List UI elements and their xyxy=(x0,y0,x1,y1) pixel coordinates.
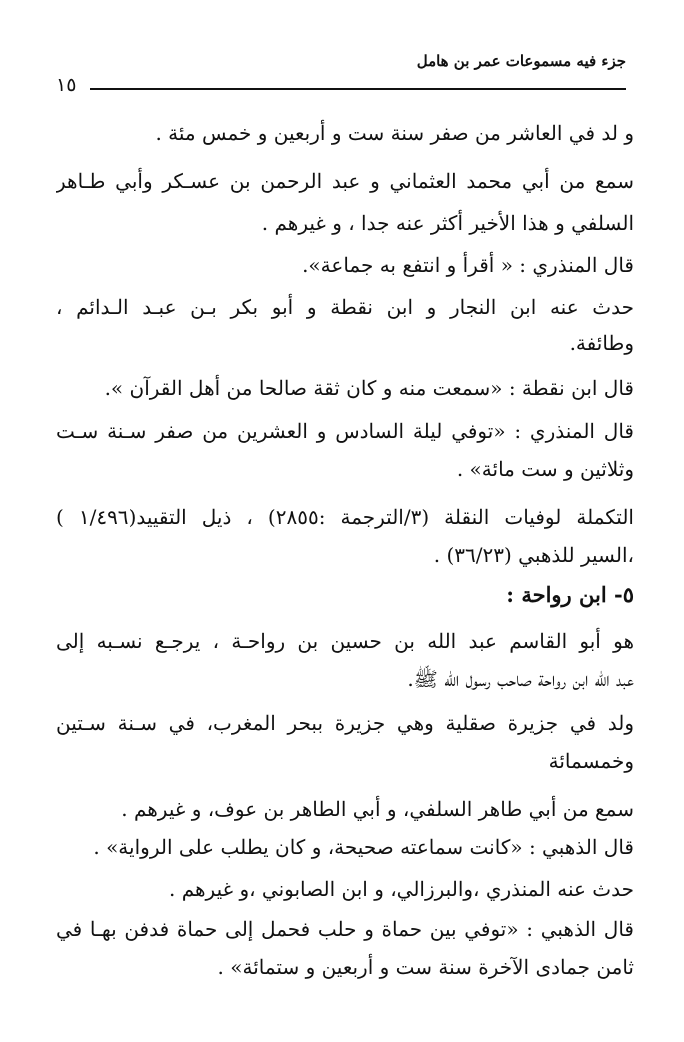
text-line: وخمسمائة xyxy=(548,749,634,773)
text-line: قال المنذري : «توفي ليلة السادس و العشرين من صفر سـنة سـت xyxy=(56,419,634,443)
text-line: و لد في العاشر من صفر سنة ست و أربعين و خمس مئة . xyxy=(155,121,634,145)
citation-line: التكملة لوفيات النقلة (٣/الترجمة :٢٨٥٥) ، ذيل التقييد(١/٤٩٦ ) xyxy=(56,505,634,529)
text-line: قال ابن نقطة : «سمعت منه و كان ثقة صالحا من أهل القرآن ». xyxy=(104,376,634,400)
book-title: جزء فيه مسموعات عمر بن هامل xyxy=(416,52,626,70)
text-line: سمع من أبي محمد العثماني و عبد الرحمن بن عسـكر وأبي طـاهر xyxy=(56,169,634,193)
text-line: حدث عنه المنذري ،والبرزالي، و ابن الصابوني ،و غيرهم . xyxy=(168,877,634,901)
text-line: قال الذهبي : «توفي بين حماة و حلب فحمل إلى حماة فدفن بهـا في xyxy=(56,917,634,941)
text-line: قال المنذري : « أقرأ و انتفع به جماعة». xyxy=(302,253,634,277)
text-line: ثامن جمادى الآخرة سنة ست و أربعين و ستمائة» . xyxy=(217,955,634,979)
header-rule xyxy=(90,88,626,90)
section-heading: ٥- ابن رواحة : xyxy=(506,582,634,607)
citation-line: ،السير للذهبي (٣٦/٢٣) . xyxy=(433,543,634,567)
text-line: السلفي و هذا الأخير أكثر عنه جدا ، و غيرهم . xyxy=(261,211,634,235)
page-header xyxy=(52,44,626,94)
text-line: عبد الله ابن رواحة صاحب رسول الله ﷺ. xyxy=(407,667,634,691)
text-line: سمع من أبي طاهر السلفي، و أبي الطاهر بن عوف، و غيرهم . xyxy=(121,797,634,821)
page-number: ١٥ xyxy=(56,74,77,96)
text-line: وثلاثين و ست مائة» . xyxy=(456,457,634,481)
text-line: حدث عنه ابن النجار و ابن نقطة و أبو بكر بـن عبـد الـدائم ، xyxy=(56,295,634,319)
text-line: ولد في جزيرة صقلية وهي جزيرة ببحر المغرب، في سـنة سـتين xyxy=(56,711,634,735)
text-line: وطائفة. xyxy=(569,331,634,355)
text-line: قال الذهبي : «كانت سماعته صحيحة، و كان يطلب على الرواية» . xyxy=(93,835,634,859)
text-line: هو أبو القاسم عبد الله بن حسين بن رواحـة ، يرجـع نسـبه إلى xyxy=(56,629,634,653)
